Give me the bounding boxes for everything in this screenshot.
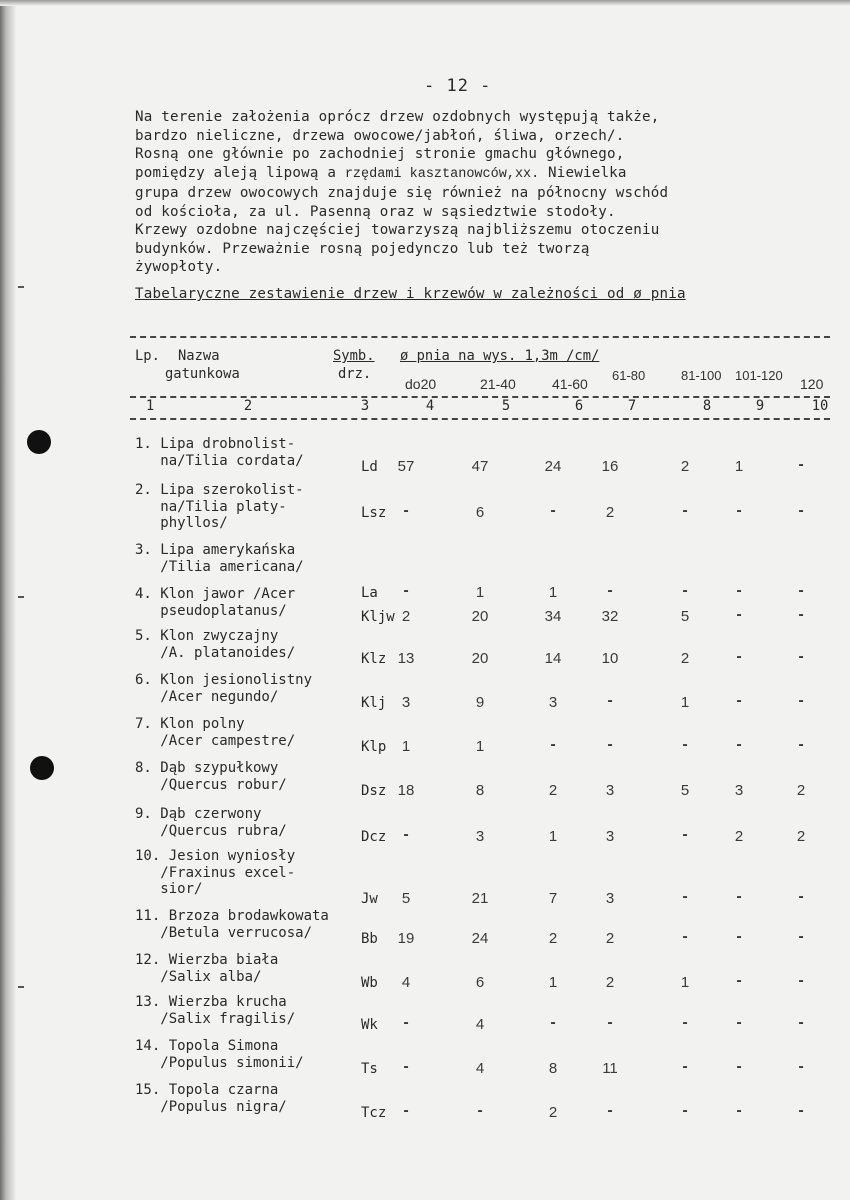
cell-value: 2 (796, 782, 806, 799)
species-symbol: Kljw (361, 609, 395, 625)
cell-value: 11 (602, 1060, 618, 1077)
cell-value: 2 (680, 458, 690, 475)
cell-value: - (606, 738, 614, 753)
cell-value: 5 (401, 890, 411, 907)
species-name: 10. Jesion wyniosły /Fraxinus excel- sior/ (135, 848, 296, 897)
species-symbol: Dsz (361, 783, 387, 799)
paragraph-line-with-insert (135, 164, 785, 185)
margin-mark (18, 986, 24, 988)
species-symbol: Lsz (361, 505, 387, 521)
paragraph-line: grupa drzew owocowych znajduje się również na północny wschód (135, 185, 669, 201)
col-number: 10 (811, 398, 829, 414)
cell-value: 2 (605, 930, 615, 947)
cell-value: 24 (471, 930, 489, 947)
page-top-edge-shadow (0, 0, 850, 6)
cell-value: 8 (475, 782, 485, 799)
species-name: 5. Klon zwyczajny /A. platanoides/ (135, 628, 296, 661)
cell-value: - (681, 584, 689, 599)
cell-value: - (797, 504, 805, 519)
cell-value: - (681, 890, 689, 905)
header-lp: Lp. (135, 348, 160, 364)
col-number: 3 (360, 398, 370, 414)
cell-value: - (735, 930, 743, 945)
cell-value: - (797, 694, 805, 709)
cell-value: 8 (548, 1060, 558, 1077)
typed-insertion: rzędami kasztanowców,xx. (344, 166, 540, 182)
cell-value: 21 (471, 890, 489, 907)
cell-value: - (681, 1016, 689, 1031)
margin-mark (18, 596, 24, 598)
header-range-col7: 61-80 (612, 368, 646, 383)
cell-value: 2 (548, 1104, 558, 1121)
species-name: 15. Topola czarna /Populus nigra/ (135, 1082, 287, 1115)
cell-value: - (797, 1060, 805, 1075)
cell-value: - (402, 1060, 410, 1075)
cell-value: 1 (548, 828, 558, 845)
cell-value: - (797, 930, 805, 945)
species-name: 13. Wierzba krucha /Salix fragilis/ (135, 994, 296, 1027)
col-number: 2 (243, 398, 253, 414)
header-range-col8: 81-100 (681, 368, 722, 383)
cell-value: 3 (475, 828, 485, 845)
cell-value: - (797, 608, 805, 623)
header-range-col9: 101-120 (735, 368, 783, 383)
cell-value: 47 (471, 458, 489, 475)
page-number: - 12 - (424, 76, 492, 96)
paragraph-line-tail: Niewielka (539, 164, 627, 181)
cell-value: - (606, 694, 614, 709)
header-diameter: ø pnia na wys. 1,3m /cm/ (400, 348, 600, 364)
col-number: 8 (702, 398, 712, 414)
cell-value: 6 (475, 504, 485, 521)
cell-value: - (797, 890, 805, 905)
cell-value: - (735, 974, 743, 989)
cell-value: - (681, 1060, 689, 1075)
cell-value: - (797, 458, 805, 473)
paragraph-line: żywopłoty. (135, 259, 223, 275)
cell-value: 16 (601, 458, 619, 475)
cell-value: 1 (680, 974, 690, 991)
species-symbol: Dcz (361, 829, 387, 845)
cell-value: - (735, 608, 743, 623)
cell-value: - (735, 738, 743, 753)
cell-value: 2 (680, 650, 690, 667)
cell-value: - (402, 828, 410, 843)
species-name: 8. Dąb szypułkowy /Quercus robur/ (135, 760, 287, 793)
cell-value: 2 (605, 504, 615, 521)
species-name: 14. Topola Simona /Populus simonii/ (135, 1038, 304, 1071)
species-symbol: Tcz (361, 1105, 387, 1121)
cell-value: 4 (475, 1016, 485, 1033)
species-name: 11. Brzoza brodawkowata /Betula verrucosa/ (135, 908, 329, 941)
header-symbol-line1: Symb. (333, 348, 375, 364)
species-symbol: Klp (361, 739, 387, 755)
cell-value: - (797, 1104, 805, 1119)
cell-value: 1 (475, 738, 485, 755)
cell-value: - (549, 738, 557, 753)
margin-mark (18, 286, 24, 288)
cell-value: 7 (548, 890, 558, 907)
body-paragraph (135, 108, 785, 277)
species-name: 12. Wierzba biała /Salix alba/ (135, 952, 279, 985)
species-symbol: Ld (361, 459, 378, 475)
page-left-edge-shadow (0, 0, 16, 1200)
cell-value: 2 (548, 782, 558, 799)
species-name: 2. Lipa szerokolist- na/Tilia platy- phyllos/ (135, 482, 304, 531)
header-range-col10: 120 (800, 376, 824, 392)
paragraph-line: budynków. Przeważnie rosną pojedynczo lub też tworzą (135, 240, 590, 257)
cell-value: - (735, 1016, 743, 1031)
cell-value: - (735, 504, 743, 519)
cell-value: 20 (471, 608, 489, 625)
header-range-col4: do20 (405, 376, 437, 392)
cell-value: - (735, 694, 743, 709)
cell-value: 10 (601, 650, 619, 667)
cell-value: - (735, 890, 743, 905)
cell-value: 1 (401, 738, 411, 755)
cell-value: - (797, 584, 805, 599)
species-symbol: Klj (361, 695, 387, 711)
species-symbol: Wk (361, 1017, 378, 1033)
header-name-line2: gatunkowa (165, 366, 240, 382)
punch-hole-bottom (30, 756, 54, 780)
paragraph-line: pomiędzy aleją lipową a (135, 164, 345, 181)
cell-value: 9 (475, 694, 485, 711)
species-symbol: La (361, 585, 378, 601)
punch-hole-top (27, 430, 51, 454)
species-name: 9. Dąb czerwony /Quercus rubra/ (135, 806, 287, 839)
species-name: 3. Lipa amerykańska /Tilia americana/ (135, 542, 304, 575)
cell-value: - (797, 974, 805, 989)
table-top-rule (130, 336, 830, 338)
cell-value: - (797, 738, 805, 753)
cell-value: - (476, 1104, 484, 1119)
cell-value: 1 (680, 694, 690, 711)
cell-value: - (681, 828, 689, 843)
cell-value: 1 (548, 584, 558, 601)
cell-value: - (402, 1104, 410, 1119)
cell-value: 57 (397, 458, 415, 475)
cell-value: 3 (605, 782, 615, 799)
cell-value: - (606, 584, 614, 599)
cell-value: - (549, 504, 557, 519)
cell-value: 14 (544, 650, 562, 667)
cell-value: - (681, 504, 689, 519)
cell-value: - (681, 738, 689, 753)
cell-value: 2 (796, 828, 806, 845)
cell-value: 3 (548, 694, 558, 711)
col-number: 9 (755, 398, 765, 414)
species-symbol: Bb (361, 931, 378, 947)
cell-value: 3 (605, 890, 615, 907)
cell-value: - (402, 584, 410, 599)
cell-value: - (549, 1016, 557, 1031)
paragraph-line: od kościoła, za ul. Pasenną oraz w sąsiedztwie stodoły. (135, 203, 616, 220)
cell-value: 5 (680, 782, 690, 799)
col-number: 1 (145, 398, 155, 414)
table-caption: Tabelaryczne zestawienie drzew i krzewów w zależności od ø pnia (135, 286, 686, 302)
cell-value: 1 (734, 458, 744, 475)
cell-value: - (735, 584, 743, 599)
species-name: 7. Klon polny /Acer campestre/ (135, 716, 296, 749)
cell-value: 3 (605, 828, 615, 845)
cell-value: 18 (397, 782, 415, 799)
cell-value: - (735, 650, 743, 665)
cell-value: - (735, 1060, 743, 1075)
header-mid-rule (130, 396, 830, 398)
cell-value: 2 (401, 608, 411, 625)
paragraph-line: Rosną one głównie po zachodniej stronie gmachu głównego, (135, 146, 625, 162)
header-symbol-line2: drz. (338, 366, 372, 382)
species-symbol: Wb (361, 975, 378, 991)
cell-value: 3 (734, 782, 744, 799)
col-number: 5 (501, 398, 511, 414)
cell-value: 2 (548, 930, 558, 947)
species-symbol: Jw (361, 891, 378, 907)
cell-value: - (797, 1016, 805, 1031)
cell-value: - (735, 1104, 743, 1119)
cell-value: - (681, 930, 689, 945)
species-symbol: Ts (361, 1061, 378, 1077)
species-symbol: Klz (361, 651, 387, 667)
cell-value: 4 (475, 1060, 485, 1077)
cell-value: - (681, 1104, 689, 1119)
col-number: 6 (574, 398, 584, 414)
col-number: 4 (425, 398, 435, 414)
cell-value: 24 (544, 458, 562, 475)
cell-value: 34 (544, 608, 562, 625)
cell-value: 19 (397, 930, 415, 947)
col-number: 7 (627, 398, 637, 414)
cell-value: 5 (680, 608, 690, 625)
cell-value: - (797, 650, 805, 665)
species-name: 4. Klon jawor /Acer pseudoplatanus/ (135, 586, 296, 619)
species-name: 1. Lipa drobnolist- na/Tilia cordata/ (135, 436, 304, 469)
cell-value: - (402, 504, 410, 519)
cell-value: 32 (601, 608, 619, 625)
cell-value: 1 (548, 974, 558, 991)
cell-value: 1 (475, 584, 485, 601)
header-name-line1: Nazwa (178, 348, 220, 364)
cell-value: - (606, 1104, 614, 1119)
cell-value: 6 (475, 974, 485, 991)
cell-value: 3 (401, 694, 411, 711)
cell-value: 2 (734, 828, 744, 845)
header-bottom-rule (130, 418, 830, 420)
header-range-col5: 21-40 (480, 376, 516, 392)
paragraph-line: Krzewy ozdobne najczęściej towarzyszą najbliższemu otoczeniu (135, 222, 660, 238)
header-range-col6: 41-60 (552, 376, 588, 392)
cell-value: 4 (401, 974, 411, 991)
paragraph-line: bardzo nieliczne, drzewa owocowe/jabłoń, śliwa, orzech/. (135, 127, 625, 144)
cell-value: 13 (397, 650, 415, 667)
cell-value: - (402, 1016, 410, 1031)
cell-value: 2 (605, 974, 615, 991)
species-name: 6. Klon jesionolistny /Acer negundo/ (135, 672, 313, 705)
cell-value: - (606, 1016, 614, 1031)
cell-value: 20 (471, 650, 489, 667)
paragraph-line: Na terenie założenia oprócz drzew ozdobnych występują także, (135, 109, 660, 125)
